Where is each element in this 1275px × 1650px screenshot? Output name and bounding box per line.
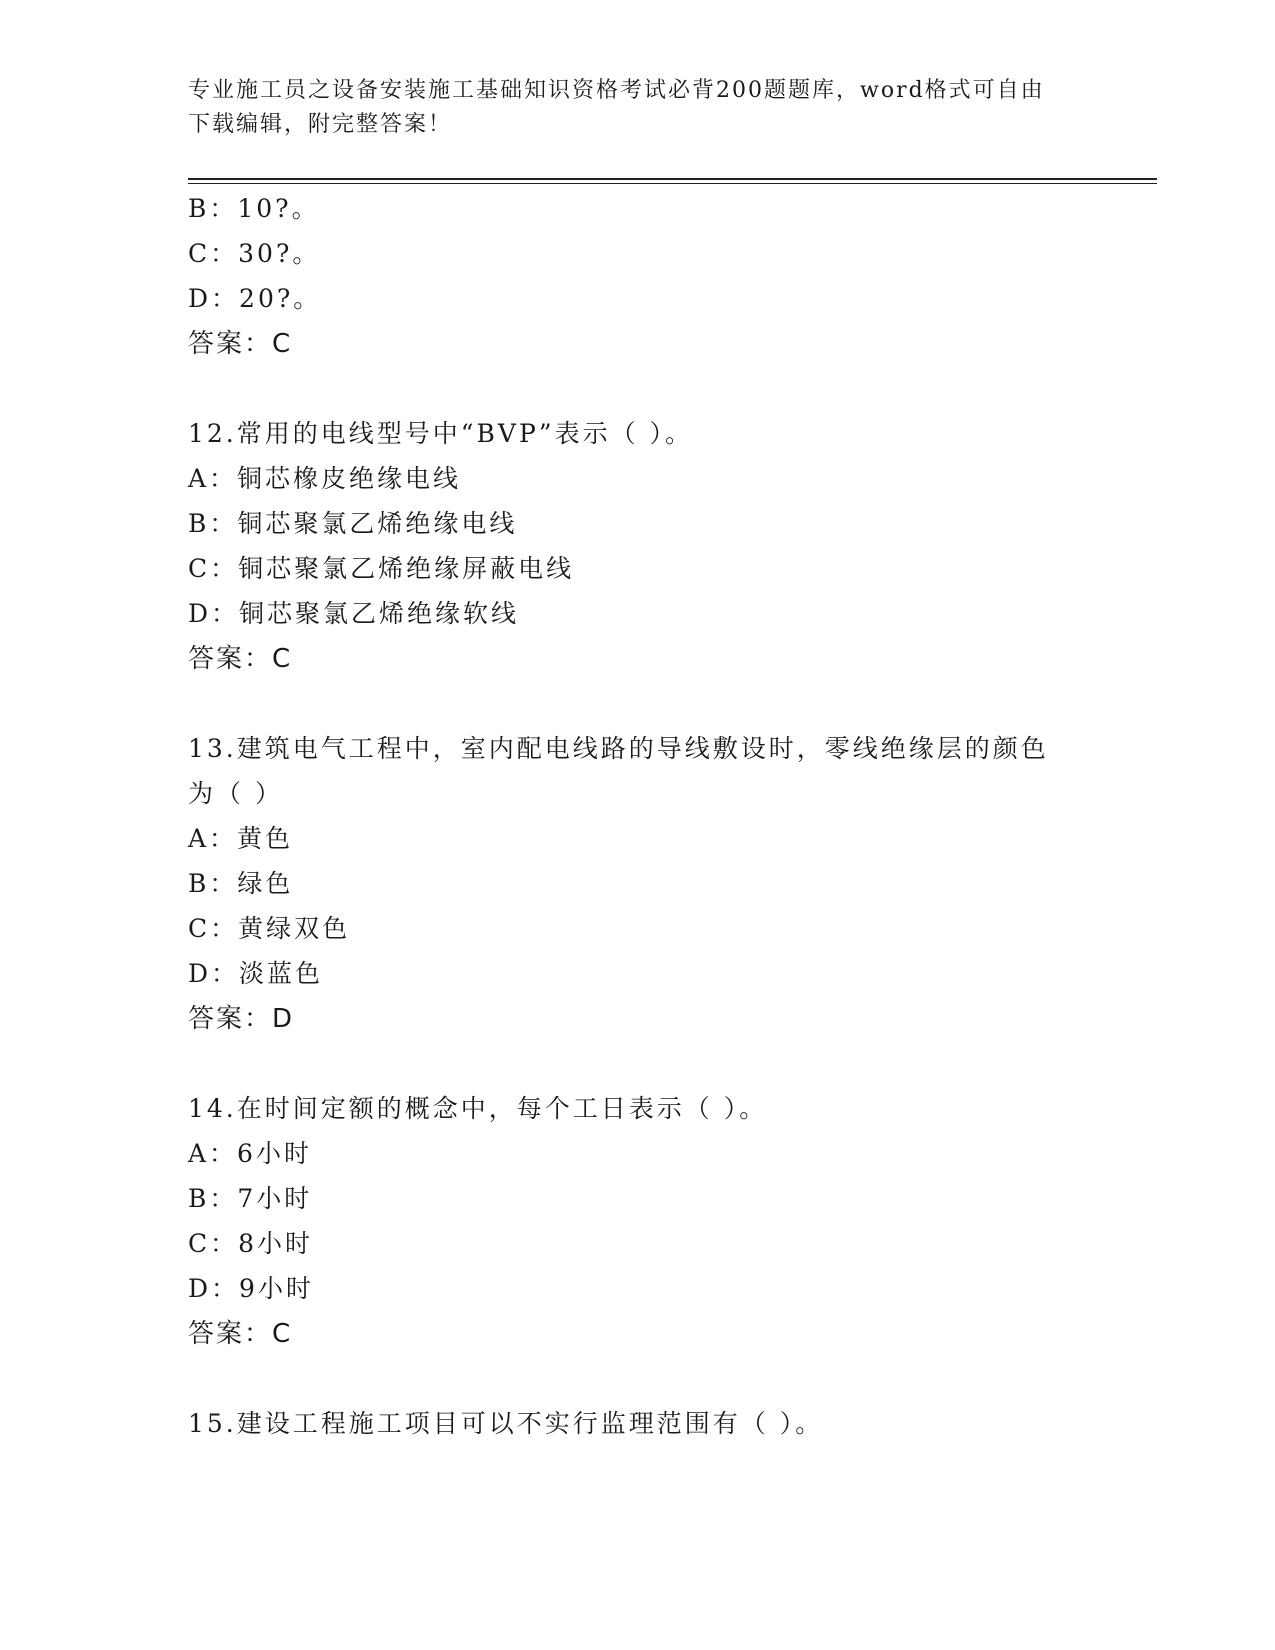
q14-option-d: D：9小时 bbox=[188, 1274, 314, 1303]
document-header: 专业施工员之设备安装施工基础知识资格考试必背200题题库，word格式可自由下载编辑，附完整答案！ bbox=[188, 78, 1045, 137]
q14-question: 14.在时间定额的概念中，每个工日表示（ ）。 bbox=[188, 1094, 768, 1123]
q11-option-c: C：30?。 bbox=[188, 239, 321, 268]
q12-question: 12.常用的电线型号中“BVP”表示（ ）。 bbox=[188, 419, 694, 448]
header-divider-thin bbox=[188, 183, 1157, 184]
q13-question-line1: 13.建筑电气工程中，室内配电线路的导线敷设时，零线绝缘层的颜色 bbox=[188, 734, 1049, 763]
q11-option-d: D：20?。 bbox=[188, 284, 322, 313]
q14-option-c: C：8小时 bbox=[188, 1229, 314, 1258]
q13-option-a: A：黄色 bbox=[188, 824, 294, 853]
q14-option-b: B：7小时 bbox=[188, 1184, 313, 1213]
q11-answer: 答案：C bbox=[188, 329, 293, 359]
q13-question-line2: 为（ ） bbox=[188, 779, 283, 808]
q15-question: 15.建设工程施工项目可以不实行监理范围有（ ）。 bbox=[188, 1409, 824, 1438]
q12-option-c: C：铜芯聚氯乙烯绝缘屏蔽电线 bbox=[188, 554, 575, 583]
q14-answer: 答案：C bbox=[188, 1319, 293, 1349]
q13-option-b: B：绿色 bbox=[188, 869, 294, 898]
q13-option-c: C：黄绿双色 bbox=[188, 914, 351, 943]
q14-option-a: A：6小时 bbox=[188, 1139, 312, 1168]
q12-answer: 答案：C bbox=[188, 644, 293, 674]
q13-option-d: D：淡蓝色 bbox=[188, 959, 324, 988]
q12-option-a: A：铜芯橡皮绝缘电线 bbox=[188, 464, 462, 493]
header-divider-thick bbox=[188, 178, 1157, 180]
q11-option-b: B：10?。 bbox=[188, 194, 320, 223]
q12-option-b: B：铜芯聚氯乙烯绝缘电线 bbox=[188, 509, 518, 538]
q12-option-d: D：铜芯聚氯乙烯绝缘软线 bbox=[188, 599, 520, 628]
q13-answer: 答案：D bbox=[188, 1004, 295, 1034]
